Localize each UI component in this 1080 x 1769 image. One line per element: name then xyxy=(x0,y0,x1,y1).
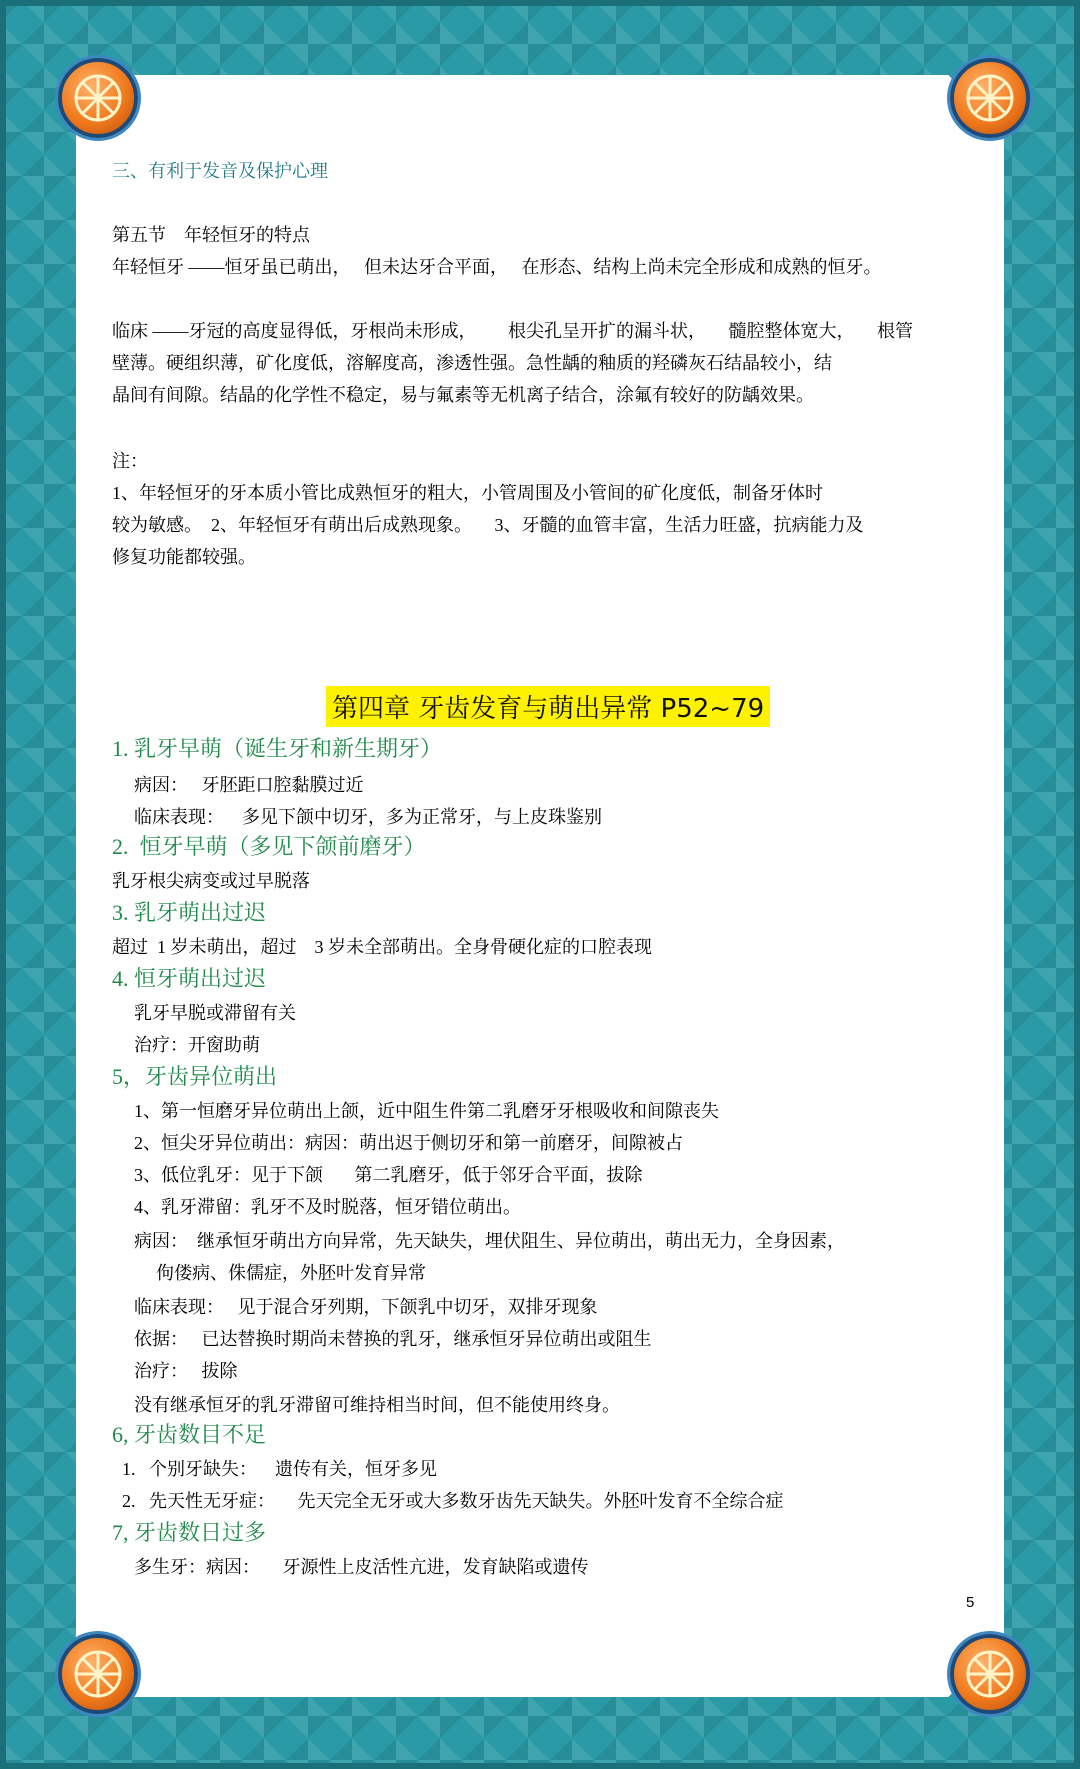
corner-ornament-icon xyxy=(58,1634,138,1714)
body-line: 病因： 继承恒牙萌出方向异常，先天缺失，埋伏阻生、异位萌出，萌出无力，全身因素， xyxy=(134,1231,845,1251)
note-label: 注： xyxy=(112,451,148,471)
section-heading: 4. 恒牙萌出过迟 xyxy=(112,966,267,991)
chapter-title: 第四章 牙齿发育与萌出异常 P52~79 xyxy=(326,686,770,727)
corner-ornament-icon xyxy=(950,1634,1030,1714)
body-line: 依据： 已达替换时期尚未替换的乳牙，继承恒牙异位萌出或阻生 xyxy=(134,1329,652,1349)
section-heading: 2. 恒牙早萌（多见下颌前磨牙） xyxy=(112,834,426,859)
paragraph-line: 1、年轻恒牙的牙本质小管比成熟恒牙的粗大，小管周围及小管间的矿化度低，制备牙体时 xyxy=(112,483,823,503)
body-line: 超过 1 岁未萌出，超过 3 岁未全部萌出。全身骨硬化症的口腔表现 xyxy=(112,937,652,957)
body-line: 治疗： 拔除 xyxy=(134,1361,238,1381)
body-line: 3、低位乳牙：见于下颌 第二乳磨牙，低于邻牙合平面，拔除 xyxy=(134,1165,643,1185)
body-line: 2、恒尖牙异位萌出：病因：萌出迟于侧切牙和第一前磨牙，间隙被占 xyxy=(134,1133,683,1153)
corner-ornament-icon xyxy=(58,58,138,138)
section-heading: 1. 乳牙早萌（诞生牙和新生期牙） xyxy=(112,736,443,761)
paragraph-line: 晶间有间隙。结晶的化学性不稳定，易与氟素等无机离子结合，涂氟有较好的防龋效果。 xyxy=(112,385,814,405)
section-heading: 6, 牙齿数目不足 xyxy=(112,1422,267,1447)
body-line: 治疗：开窗助萌 xyxy=(134,1035,260,1055)
section-heading: 7, 牙齿数日过多 xyxy=(112,1520,267,1545)
paragraph-line: 壁薄。硬组织薄，矿化度低，溶解度高，渗透性强。急性龋的釉质的羟磷灰石结晶较小，结 xyxy=(112,353,832,373)
section-heading: 3. 乳牙萌出过迟 xyxy=(112,900,267,925)
section-heading: 5，牙齿异位萌出 xyxy=(112,1064,278,1089)
paragraph-line: 临床 ——牙冠的高度显得低，牙根尚未形成， 根尖孔呈开扩的漏斗状， 髓腔整体宽大， 根管 xyxy=(112,321,913,341)
body-line: 临床表现： 见于混合牙列期，下颌乳中切牙，双排牙现象 xyxy=(134,1297,598,1317)
body-line: 临床表现： 多见下颌中切牙，多为正常牙，与上皮珠鉴别 xyxy=(134,807,602,827)
body-line: 1. 个别牙缺失： 遗传有关，恒牙多见 xyxy=(122,1459,437,1479)
corner-ornament-icon xyxy=(950,58,1030,138)
body-line: 1、第一恒磨牙异位萌出上颌，近中阻生件第二乳磨牙牙根吸收和间隙丧失 xyxy=(134,1101,719,1121)
paragraph-line: 修复功能都较强。 xyxy=(112,547,256,567)
body-line: 乳牙早脱或滞留有关 xyxy=(134,1003,296,1023)
body-line: 乳牙根尖病变或过早脱落 xyxy=(112,871,310,891)
paragraph-line: 年轻恒牙 ——恒牙虽已萌出， 但未达牙合平面， 在形态、结构上尚未完全形成和成熟的恒牙。 xyxy=(112,257,882,277)
heading-three: 三、有利于发音及保护心理 xyxy=(112,161,328,181)
body-line: 2. 先天性无牙症： 先天完全无牙或大多数牙齿先天缺失。外胚叶发育不全综合症 xyxy=(122,1491,784,1511)
body-line: 多生牙：病因： 牙源性上皮活性亢进，发育缺陷或遗传 xyxy=(134,1557,589,1577)
body-line: 病因： 牙胚距口腔黏膜过近 xyxy=(134,775,364,795)
body-line: 佝偻病、侏儒症，外胚叶发育异常 xyxy=(156,1263,426,1283)
page-number: 5 xyxy=(966,1594,975,1611)
paragraph-line: 较为敏感。 2、年轻恒牙有萌出后成熟现象。 3、牙髓的血管丰富，生活力旺盛，抗病能力及 xyxy=(112,515,864,535)
body-line: 没有继承恒牙的乳牙滞留可维持相当时间，但不能使用终身。 xyxy=(134,1395,620,1415)
section-title: 第五节 年轻恒牙的特点 xyxy=(112,225,310,245)
body-line: 4、乳牙滞留：乳牙不及时脱落，恒牙错位萌出。 xyxy=(134,1197,521,1217)
